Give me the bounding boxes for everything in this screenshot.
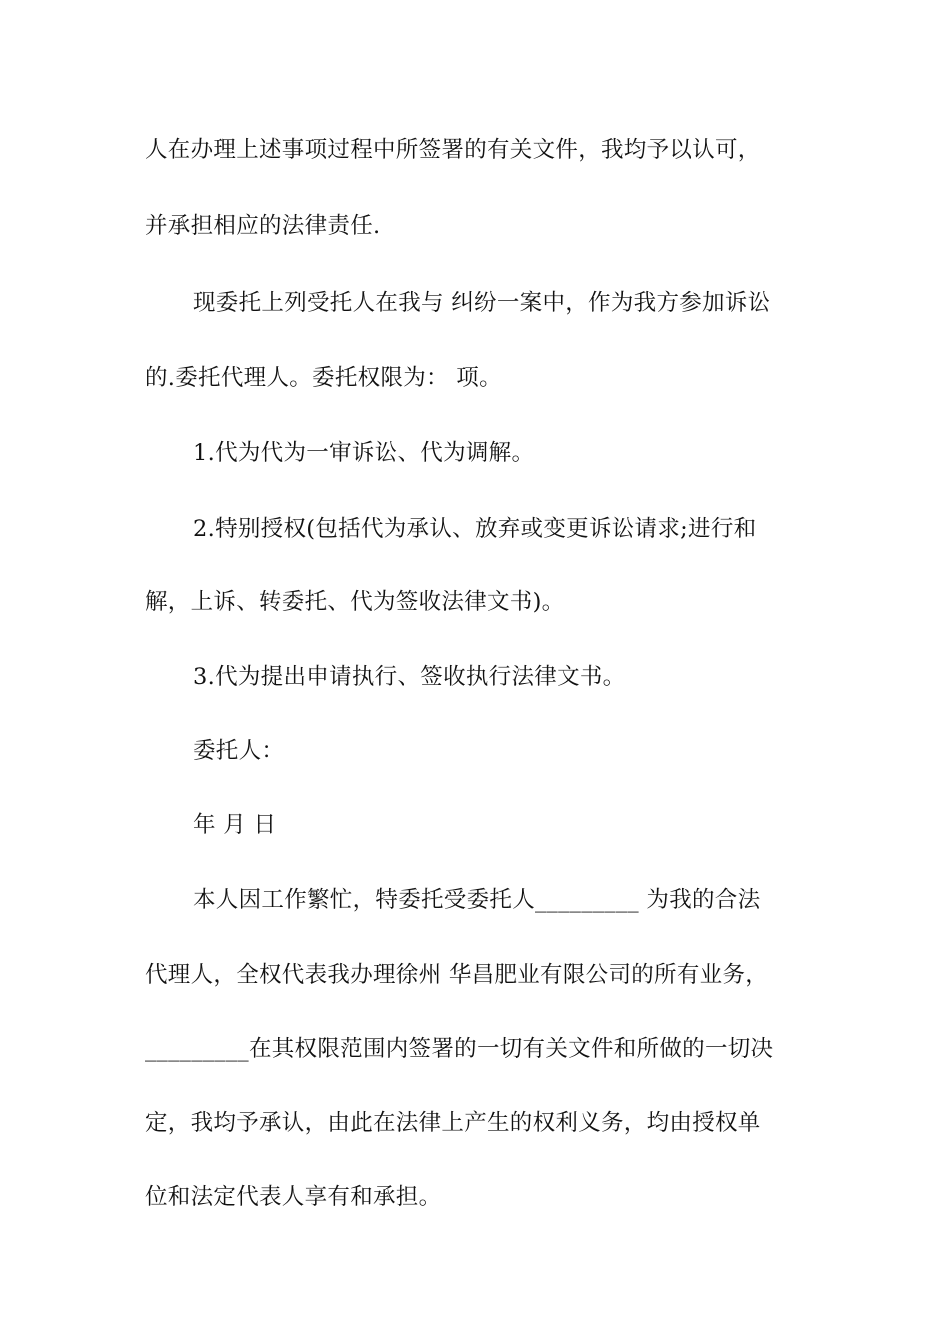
paragraph-line: 位和法定代表人享有和承担。 [145, 1184, 442, 1210]
list-item-3: 3.代为提出申请执行、签收执行法律文书。 [193, 664, 626, 690]
paragraph-line: 定，我均予承认，由此在法律上产生的权利义务，均由授权单 [145, 1110, 761, 1136]
paragraph-line: 解，上诉、转委托、代为签收法律文书)。 [145, 589, 565, 615]
list-item-1: 1.代为代为一审诉讼、代为调解。 [193, 440, 535, 466]
list-item-2: 2.特别授权(包括代为承认、放弃或变更诉讼请求;进行和 [193, 516, 757, 542]
date-line: 年 月 日 [193, 812, 277, 838]
paragraph-line: 代理人，全权代表我办理徐州 华昌肥业有限公司的所有业务， [145, 962, 769, 988]
paragraph-line: 并承担相应的法律责任. [145, 213, 381, 239]
paragraph-line: _________在其权限范围内签署的一切有关文件和所做的一切决 [145, 1036, 774, 1062]
paragraph-line: 本人因工作繁忙，特委托受委托人_________ 为我的合法 [193, 887, 761, 913]
paragraph-line: 人在办理上述事项过程中所签署的有关文件，我均予以认可， [145, 137, 761, 163]
principal-label: 委托人： [193, 738, 285, 764]
paragraph-line: 的.委托代理人。委托权限为： 项。 [145, 365, 502, 391]
paragraph-line: 现委托上列受托人在我与 纠纷一案中，作为我方参加诉讼 [193, 290, 771, 316]
